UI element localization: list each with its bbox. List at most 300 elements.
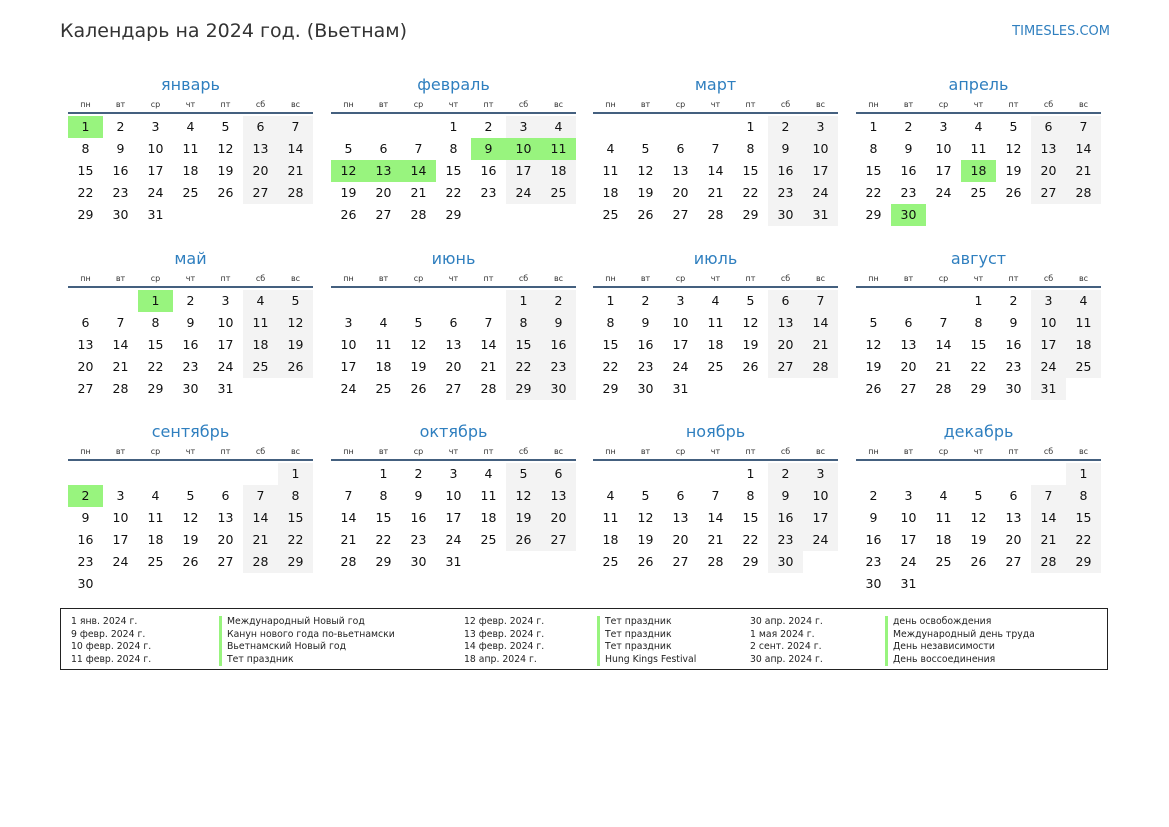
day-cell: 13 bbox=[768, 312, 803, 334]
weekday-label: сб bbox=[518, 274, 529, 283]
day-cell: 27 bbox=[375, 207, 392, 222]
weekday-header bbox=[856, 273, 1101, 288]
day-cell: 6 bbox=[676, 488, 685, 503]
day-cell: 23 bbox=[410, 532, 427, 547]
empty-cell bbox=[103, 463, 138, 485]
day-cell: 25 bbox=[147, 554, 164, 569]
day-cell: 6 bbox=[1009, 488, 1018, 503]
day-grid bbox=[593, 463, 838, 573]
day-cell: 1 bbox=[974, 293, 983, 308]
day-cell: 8 bbox=[81, 141, 90, 156]
weekday-header bbox=[331, 273, 576, 288]
day-cell: 18 bbox=[541, 160, 576, 182]
day-cell: 28 bbox=[243, 551, 278, 573]
day-cell: 6 bbox=[81, 315, 90, 330]
weekday-header bbox=[68, 446, 313, 461]
day-cell: 2 bbox=[116, 119, 125, 134]
weekday-label: пн bbox=[868, 447, 879, 456]
day-cell: 18 bbox=[182, 163, 199, 178]
day-cell: 20 bbox=[1031, 160, 1066, 182]
day-cell: 14 bbox=[707, 510, 724, 525]
day-cell: 23 bbox=[865, 554, 882, 569]
day-cell: 28 bbox=[340, 554, 357, 569]
day-cell: 20 bbox=[243, 160, 278, 182]
day-cell: 27 bbox=[541, 529, 576, 551]
holiday-day: 30 bbox=[891, 204, 926, 226]
day-cell: 16 bbox=[480, 163, 497, 178]
month-name: июль bbox=[693, 249, 738, 268]
weekday-label: пн bbox=[605, 447, 616, 456]
day-cell: 25 bbox=[602, 554, 619, 569]
empty-cell bbox=[331, 463, 366, 485]
day-cell: 14 bbox=[243, 507, 278, 529]
empty-cell bbox=[68, 290, 103, 312]
day-cell: 3 bbox=[449, 466, 458, 481]
holiday-day: 14 bbox=[401, 160, 436, 182]
weekday-label: вт bbox=[378, 274, 389, 283]
day-cell: 5 bbox=[641, 141, 650, 156]
day-grid bbox=[68, 116, 313, 226]
day-cell: 18 bbox=[1066, 334, 1101, 356]
day-cell: 7 bbox=[1066, 116, 1101, 138]
empty-cell bbox=[856, 290, 891, 312]
weekday-label: чт bbox=[448, 274, 459, 283]
day-cell: 11 bbox=[935, 510, 952, 525]
day-cell: 13 bbox=[900, 337, 917, 352]
day-cell: 17 bbox=[935, 163, 952, 178]
day-cell: 17 bbox=[340, 359, 357, 374]
legend-date: 11 февр. 2024 г. bbox=[71, 653, 152, 665]
month-name: сентябрь bbox=[151, 422, 230, 441]
day-cell: 9 bbox=[641, 315, 650, 330]
day-cell: 18 bbox=[935, 532, 952, 547]
day-cell: 1 bbox=[869, 119, 878, 134]
weekday-label: вс bbox=[290, 447, 301, 456]
day-cell: 8 bbox=[151, 315, 160, 330]
day-cell: 5 bbox=[186, 488, 195, 503]
day-cell: 23 bbox=[637, 359, 654, 374]
day-grid bbox=[331, 290, 576, 400]
day-cell: 8 bbox=[606, 315, 615, 330]
day-cell: 28 bbox=[410, 207, 427, 222]
day-cell: 1 bbox=[278, 463, 313, 485]
day-cell: 20 bbox=[768, 334, 803, 356]
day-cell: 30 bbox=[410, 554, 427, 569]
day-cell: 29 bbox=[742, 554, 759, 569]
day-cell: 24 bbox=[112, 554, 129, 569]
day-cell: 27 bbox=[672, 207, 689, 222]
weekday-label: пн bbox=[868, 274, 879, 283]
month-5 bbox=[68, 249, 313, 400]
day-cell: 25 bbox=[541, 182, 576, 204]
day-cell: 2 bbox=[869, 488, 878, 503]
day-cell: 16 bbox=[637, 337, 654, 352]
weekday-label: ср bbox=[150, 100, 161, 109]
legend-names-2 bbox=[597, 616, 696, 666]
weekday-label: ср bbox=[150, 274, 161, 283]
day-cell: 23 bbox=[480, 185, 497, 200]
day-cell: 11 bbox=[707, 315, 724, 330]
legend-date: 14 февр. 2024 г. bbox=[464, 641, 545, 652]
legend-holiday-name: Hung Kings Festival bbox=[597, 654, 696, 667]
day-cell: 9 bbox=[414, 488, 423, 503]
legend-holiday-name: Тет праздник bbox=[597, 641, 696, 654]
day-cell: 28 bbox=[707, 207, 724, 222]
day-cell: 21 bbox=[707, 185, 724, 200]
weekday-label: сб bbox=[780, 274, 791, 283]
day-cell: 20 bbox=[672, 532, 689, 547]
day-cell: 9 bbox=[186, 315, 195, 330]
day-cell: 22 bbox=[77, 185, 94, 200]
day-cell: 26 bbox=[410, 381, 427, 396]
day-cell: 7 bbox=[344, 488, 353, 503]
day-cell: 26 bbox=[506, 529, 541, 551]
day-cell: 25 bbox=[970, 185, 987, 200]
day-cell: 11 bbox=[243, 312, 278, 334]
day-cell: 17 bbox=[445, 510, 462, 525]
day-cell: 8 bbox=[278, 485, 313, 507]
day-cell: 5 bbox=[869, 315, 878, 330]
day-cell: 22 bbox=[865, 185, 882, 200]
weekday-label: сб bbox=[518, 100, 529, 109]
day-grid bbox=[331, 463, 576, 573]
weekday-label: пн bbox=[80, 274, 91, 283]
empty-cell bbox=[243, 463, 278, 485]
day-cell: 29 bbox=[506, 378, 541, 400]
day-cell: 7 bbox=[278, 116, 313, 138]
empty-cell bbox=[173, 463, 208, 485]
day-cell: 1 bbox=[746, 466, 755, 481]
day-cell: 27 bbox=[768, 356, 803, 378]
day-cell: 16 bbox=[865, 532, 882, 547]
day-cell: 24 bbox=[445, 532, 462, 547]
day-cell: 19 bbox=[637, 185, 654, 200]
day-cell: 24 bbox=[672, 359, 689, 374]
day-cell: 7 bbox=[243, 485, 278, 507]
empty-cell bbox=[208, 463, 243, 485]
day-cell: 8 bbox=[746, 488, 755, 503]
legend-date: 1 мая 2024 г. bbox=[750, 628, 815, 640]
day-cell: 18 bbox=[147, 532, 164, 547]
day-cell: 24 bbox=[340, 381, 357, 396]
month-name: август bbox=[950, 249, 1007, 268]
day-cell: 12 bbox=[1005, 141, 1022, 156]
day-cell: 9 bbox=[768, 138, 803, 160]
legend-date: 9 февр. 2024 г. bbox=[71, 628, 146, 640]
day-cell: 3 bbox=[939, 119, 948, 134]
day-cell: 5 bbox=[746, 293, 755, 308]
day-cell: 16 bbox=[541, 334, 576, 356]
day-cell: 6 bbox=[243, 116, 278, 138]
weekday-label: чт bbox=[185, 100, 196, 109]
day-cell: 23 bbox=[541, 356, 576, 378]
day-cell: 11 bbox=[970, 141, 987, 156]
legend-holiday-name: Канун нового года по-вьетнамски bbox=[219, 629, 395, 642]
weekday-label: вс bbox=[1078, 274, 1089, 283]
day-cell: 31 bbox=[147, 207, 164, 222]
day-cell: 3 bbox=[151, 119, 160, 134]
day-cell: 27 bbox=[243, 182, 278, 204]
day-cell: 29 bbox=[602, 381, 619, 396]
weekday-label: вт bbox=[115, 447, 126, 456]
day-cell: 2 bbox=[768, 463, 803, 485]
day-cell: 3 bbox=[221, 293, 230, 308]
holiday-day: 1 bbox=[138, 290, 173, 312]
day-cell: 19 bbox=[506, 507, 541, 529]
empty-cell bbox=[68, 463, 103, 485]
day-cell: 4 bbox=[379, 315, 388, 330]
day-cell: 19 bbox=[637, 532, 654, 547]
day-cell: 25 bbox=[707, 359, 724, 374]
weekday-label: ср bbox=[413, 447, 424, 456]
day-cell: 25 bbox=[480, 532, 497, 547]
holiday-day: 9 bbox=[471, 138, 506, 160]
day-cell: 25 bbox=[182, 185, 199, 200]
day-cell: 12 bbox=[217, 141, 234, 156]
day-cell: 29 bbox=[77, 207, 94, 222]
day-cell: 16 bbox=[900, 163, 917, 178]
day-cell: 31 bbox=[803, 204, 838, 226]
day-cell: 7 bbox=[1031, 485, 1066, 507]
day-cell: 31 bbox=[445, 554, 462, 569]
day-cell: 7 bbox=[803, 290, 838, 312]
day-cell: 22 bbox=[506, 356, 541, 378]
weekday-header bbox=[331, 446, 576, 461]
day-cell: 11 bbox=[147, 510, 164, 525]
holiday-day: 12 bbox=[331, 160, 366, 182]
day-cell: 2 bbox=[484, 119, 493, 134]
weekday-label: пн bbox=[605, 274, 616, 283]
day-cell: 30 bbox=[865, 576, 882, 591]
weekday-label: пт bbox=[220, 100, 231, 109]
site-link[interactable]: TIMESLES.COM bbox=[1012, 24, 1110, 39]
day-cell: 28 bbox=[1066, 182, 1101, 204]
day-cell: 2 bbox=[541, 290, 576, 312]
empty-cell bbox=[366, 116, 401, 138]
day-cell: 10 bbox=[340, 337, 357, 352]
day-cell: 7 bbox=[484, 315, 493, 330]
weekday-label: пт bbox=[483, 100, 494, 109]
day-cell: 24 bbox=[803, 529, 838, 551]
month-name: июнь bbox=[431, 249, 476, 268]
empty-cell bbox=[698, 463, 733, 485]
day-cell: 15 bbox=[147, 337, 164, 352]
weekday-header bbox=[68, 99, 313, 114]
weekday-label: вс bbox=[815, 447, 826, 456]
weekday-label: пт bbox=[1008, 447, 1019, 456]
day-cell: 31 bbox=[1031, 378, 1066, 400]
month-name: март bbox=[694, 75, 737, 94]
day-cell: 12 bbox=[742, 315, 759, 330]
day-cell: 14 bbox=[1066, 138, 1101, 160]
weekday-label: вс bbox=[553, 274, 564, 283]
weekday-label: пт bbox=[745, 447, 756, 456]
day-cell: 2 bbox=[186, 293, 195, 308]
empty-cell bbox=[366, 290, 401, 312]
day-cell: 25 bbox=[935, 554, 952, 569]
day-cell: 10 bbox=[935, 141, 952, 156]
holiday-day: 10 bbox=[506, 138, 541, 160]
day-cell: 13 bbox=[672, 163, 689, 178]
day-cell: 15 bbox=[1066, 507, 1101, 529]
day-cell: 2 bbox=[641, 293, 650, 308]
day-cell: 12 bbox=[865, 337, 882, 352]
weekday-label: пт bbox=[483, 447, 494, 456]
day-cell: 3 bbox=[506, 116, 541, 138]
day-cell: 15 bbox=[77, 163, 94, 178]
day-cell: 29 bbox=[1066, 551, 1101, 573]
day-cell: 22 bbox=[278, 529, 313, 551]
day-cell: 9 bbox=[116, 141, 125, 156]
legend-names-3 bbox=[885, 616, 1035, 666]
day-cell: 17 bbox=[803, 507, 838, 529]
weekday-label: чт bbox=[185, 447, 196, 456]
legend-holiday-name: Тет праздник bbox=[219, 654, 395, 667]
empty-cell bbox=[926, 290, 961, 312]
day-cell: 15 bbox=[742, 163, 759, 178]
weekday-header bbox=[856, 99, 1101, 114]
day-grid bbox=[68, 463, 313, 595]
day-cell: 10 bbox=[1031, 312, 1066, 334]
empty-cell bbox=[996, 463, 1031, 485]
weekday-label: ср bbox=[413, 100, 424, 109]
day-cell: 14 bbox=[278, 138, 313, 160]
day-cell: 16 bbox=[410, 510, 427, 525]
weekday-label: ср bbox=[938, 100, 949, 109]
empty-cell bbox=[593, 116, 628, 138]
day-cell: 22 bbox=[742, 532, 759, 547]
weekday-label: пт bbox=[220, 447, 231, 456]
day-cell: 30 bbox=[77, 576, 94, 591]
weekday-label: сб bbox=[518, 447, 529, 456]
day-cell: 30 bbox=[182, 381, 199, 396]
day-cell: 16 bbox=[112, 163, 129, 178]
legend-holiday-name: Тет праздник bbox=[597, 616, 696, 629]
day-cell: 29 bbox=[865, 207, 882, 222]
holiday-day: 13 bbox=[366, 160, 401, 182]
weekday-label: сб bbox=[255, 447, 266, 456]
day-cell: 13 bbox=[217, 510, 234, 525]
day-cell: 22 bbox=[742, 185, 759, 200]
day-cell: 30 bbox=[768, 204, 803, 226]
day-cell: 3 bbox=[676, 293, 685, 308]
empty-cell bbox=[891, 290, 926, 312]
day-cell: 6 bbox=[768, 290, 803, 312]
day-cell: 5 bbox=[221, 119, 230, 134]
legend-date: 30 апр. 2024 г. bbox=[750, 653, 823, 665]
holiday-legend bbox=[60, 608, 1108, 670]
day-cell: 11 bbox=[480, 488, 497, 503]
day-cell: 28 bbox=[803, 356, 838, 378]
weekday-header bbox=[593, 99, 838, 114]
day-cell: 13 bbox=[672, 510, 689, 525]
month-1 bbox=[68, 75, 313, 226]
empty-cell bbox=[331, 116, 366, 138]
legend-holiday-name: Международный Новый год bbox=[219, 616, 395, 629]
empty-cell bbox=[628, 116, 663, 138]
day-cell: 6 bbox=[676, 141, 685, 156]
day-cell: 25 bbox=[243, 356, 278, 378]
weekday-label: сб bbox=[1043, 274, 1054, 283]
day-cell: 21 bbox=[410, 185, 427, 200]
weekday-label: вт bbox=[903, 100, 914, 109]
day-cell: 15 bbox=[506, 334, 541, 356]
holiday-day: 11 bbox=[541, 138, 576, 160]
day-cell: 4 bbox=[974, 119, 983, 134]
weekday-label: ср bbox=[938, 274, 949, 283]
day-grid bbox=[68, 290, 313, 400]
day-cell: 26 bbox=[1005, 185, 1022, 200]
day-cell: 8 bbox=[379, 488, 388, 503]
weekday-label: пн bbox=[605, 100, 616, 109]
weekday-label: вт bbox=[640, 447, 651, 456]
day-cell: 20 bbox=[672, 185, 689, 200]
month-name: ноябрь bbox=[685, 422, 746, 441]
day-cell: 9 bbox=[768, 485, 803, 507]
legend-holiday-name: День воссоединения bbox=[885, 654, 1035, 667]
day-cell: 2 bbox=[414, 466, 423, 481]
day-cell: 8 bbox=[1066, 485, 1101, 507]
weekday-label: чт bbox=[185, 274, 196, 283]
weekday-label: чт bbox=[710, 274, 721, 283]
day-cell: 24 bbox=[1031, 356, 1066, 378]
weekday-label: сб bbox=[780, 447, 791, 456]
day-cell: 13 bbox=[541, 485, 576, 507]
day-cell: 14 bbox=[480, 337, 497, 352]
day-cell: 5 bbox=[414, 315, 423, 330]
day-cell: 20 bbox=[900, 359, 917, 374]
month-3 bbox=[593, 75, 838, 226]
day-cell: 23 bbox=[77, 554, 94, 569]
day-cell: 7 bbox=[939, 315, 948, 330]
day-cell: 19 bbox=[865, 359, 882, 374]
day-cell: 26 bbox=[865, 381, 882, 396]
day-grid bbox=[856, 116, 1101, 226]
day-cell: 2 bbox=[904, 119, 913, 134]
legend-names-1 bbox=[219, 616, 395, 666]
weekday-label: сб bbox=[255, 274, 266, 283]
empty-cell bbox=[103, 290, 138, 312]
weekday-label: сб bbox=[255, 100, 266, 109]
empty-cell bbox=[331, 290, 366, 312]
day-cell: 9 bbox=[541, 312, 576, 334]
empty-cell bbox=[471, 290, 506, 312]
empty-cell bbox=[436, 290, 471, 312]
legend-date: 12 февр. 2024 г. bbox=[464, 616, 545, 627]
empty-cell bbox=[698, 116, 733, 138]
day-cell: 21 bbox=[935, 359, 952, 374]
weekday-label: вс bbox=[290, 100, 301, 109]
day-cell: 19 bbox=[1005, 163, 1022, 178]
day-cell: 2 bbox=[1009, 293, 1018, 308]
day-cell: 23 bbox=[1005, 359, 1022, 374]
day-cell: 11 bbox=[602, 510, 619, 525]
day-cell: 26 bbox=[742, 359, 759, 374]
day-cell: 21 bbox=[243, 529, 278, 551]
day-cell: 3 bbox=[803, 116, 838, 138]
day-cell: 1 bbox=[449, 119, 458, 134]
day-cell: 5 bbox=[344, 141, 353, 156]
day-cell: 6 bbox=[221, 488, 230, 503]
weekday-label: чт bbox=[448, 447, 459, 456]
day-cell: 29 bbox=[278, 551, 313, 573]
day-cell: 5 bbox=[278, 290, 313, 312]
month-7 bbox=[593, 249, 838, 400]
day-cell: 7 bbox=[116, 315, 125, 330]
day-cell: 17 bbox=[112, 532, 129, 547]
empty-cell bbox=[961, 463, 996, 485]
day-cell: 14 bbox=[340, 510, 357, 525]
